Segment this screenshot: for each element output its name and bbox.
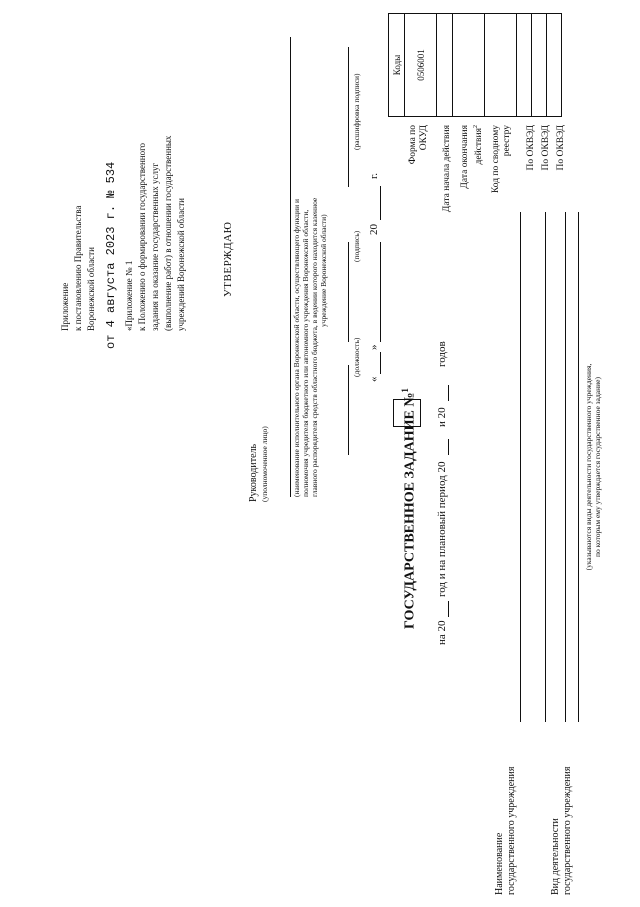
date-year-prefix: 20 bbox=[368, 224, 380, 235]
decoding-line bbox=[348, 47, 349, 187]
form-label-2: ОКУД bbox=[419, 125, 429, 151]
head-note: (уполномоченное лицо) bbox=[260, 426, 269, 502]
position-caption: (должность) bbox=[352, 337, 361, 377]
period-part-d: годов bbox=[436, 341, 448, 367]
period-part-b: год и на плановый период 20 bbox=[436, 461, 448, 597]
appendix-ref-1: «Приложение № 1 bbox=[124, 260, 134, 331]
okved-cell-1[interactable] bbox=[517, 14, 532, 117]
end-footnote-mark: 2 bbox=[473, 125, 479, 128]
period-year-line-2 bbox=[448, 439, 449, 455]
registry-label-1: Код по сводному bbox=[491, 125, 501, 194]
okved-label-3: По ОКВЭД bbox=[556, 125, 566, 171]
appendix-ref-3: задания на оказание государственных услуг bbox=[150, 162, 160, 331]
activity-line-1[interactable] bbox=[565, 212, 566, 722]
org-note-4: учреждение Воронежской области) bbox=[319, 214, 328, 327]
period-year-line-3 bbox=[448, 385, 449, 401]
start-date-cell[interactable] bbox=[437, 14, 453, 117]
start-date-label: Дата начала действия bbox=[442, 125, 452, 213]
date-day-line bbox=[380, 352, 381, 374]
okved-cell-3[interactable] bbox=[547, 14, 562, 117]
codes-table bbox=[388, 13, 562, 117]
activity-note bbox=[584, 327, 602, 607]
date-open-quote: « bbox=[368, 376, 380, 382]
registry-label bbox=[491, 125, 513, 227]
org-note-1: (наименование исполнительного органа Воронежской области, осуществляющего функции и bbox=[292, 198, 301, 497]
name-label-1: Наименование bbox=[494, 832, 505, 895]
name-label-2: государственного учреждения bbox=[506, 766, 517, 895]
date-close-quote: » bbox=[368, 344, 380, 350]
okved-label-1: По ОКВЭД bbox=[526, 125, 536, 171]
activity-note-2: по которым ему утверждается государственное задание) bbox=[593, 377, 602, 557]
appendix-ref-5: учреждений Воронежской области bbox=[176, 198, 186, 331]
position-line bbox=[348, 365, 349, 455]
codes-header: Коды bbox=[389, 14, 405, 117]
okved-label-2: По ОКВЭД bbox=[541, 125, 551, 171]
end-label-2: действия bbox=[474, 128, 485, 165]
appendix-date-line: от 4 августа 2023 г. № 534 bbox=[104, 161, 118, 349]
signature-caption: (подпись) bbox=[352, 230, 361, 262]
activity-label-2: государственного учреждения bbox=[562, 766, 573, 895]
appendix-line-2: к постановлению Правительства bbox=[73, 205, 83, 331]
activity-label-1: Вид деятельности bbox=[550, 818, 561, 895]
signature-line bbox=[348, 242, 349, 342]
task-number-box[interactable] bbox=[393, 399, 421, 427]
institution-name-line[interactable] bbox=[520, 212, 521, 722]
activity-label bbox=[550, 767, 574, 895]
activity-line-2[interactable] bbox=[578, 212, 579, 722]
form-label-1: Форма по bbox=[408, 125, 418, 165]
institution-name-line-2[interactable] bbox=[545, 212, 546, 722]
end-label-1: Дата окончания bbox=[460, 125, 470, 189]
appendix-line-1: Приложение bbox=[60, 282, 70, 331]
appendix-ref-4: (выполнение работ) в отношении государственных bbox=[163, 135, 173, 331]
institution-name-label bbox=[494, 725, 518, 895]
okud-code-cell: 0506001 bbox=[405, 14, 437, 117]
period-part-c: и 20 bbox=[436, 407, 448, 427]
activity-note-1: (указываются виды деятельности государственного учреждения, bbox=[584, 363, 593, 571]
appendix-line-3: Воронежской области bbox=[86, 247, 96, 331]
date-year-suffix: г. bbox=[368, 172, 380, 179]
title-footnote-mark: 1 bbox=[400, 388, 410, 393]
form-title-text: ГОСУДАРСТВЕННОЕ ЗАДАНИЕ № bbox=[402, 392, 418, 629]
period-year-line-1 bbox=[448, 601, 449, 617]
appendix-ref-2: к Положению о формировании государственного bbox=[137, 142, 147, 331]
period-part-a: на 20 bbox=[436, 620, 448, 645]
form-okud-label bbox=[408, 125, 430, 207]
end-date-label bbox=[460, 125, 485, 207]
approve-heading: УТВЕРЖДАЮ bbox=[222, 221, 234, 297]
date-month-line bbox=[380, 242, 381, 342]
registry-code-cell[interactable] bbox=[485, 14, 517, 117]
org-note-3: главного распорядителя средств областного бюджета, в ведении которого находится казенное bbox=[310, 197, 319, 497]
head-label: Руководитель bbox=[248, 443, 259, 502]
decoding-caption: (расшифровка подписи) bbox=[352, 73, 361, 150]
end-date-cell[interactable] bbox=[453, 14, 485, 117]
org-name-line bbox=[290, 37, 291, 497]
org-note-2: полномочия учредителя бюджетного или автономного учреждения Воронежской области, bbox=[301, 209, 310, 497]
okved-cell-2[interactable] bbox=[532, 14, 547, 117]
registry-label-2: реестру bbox=[502, 125, 512, 157]
date-year-line bbox=[380, 186, 381, 220]
